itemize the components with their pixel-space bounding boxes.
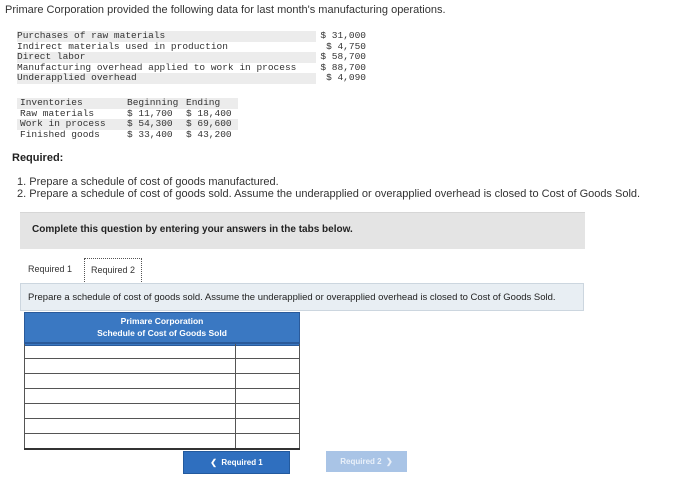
data-label: Indirect materials used in production xyxy=(17,40,228,52)
schedule-amount-input[interactable] xyxy=(236,359,300,373)
data-label: Manufacturing overhead applied to work in process xyxy=(17,61,297,73)
schedule-amount-input[interactable] xyxy=(236,344,300,358)
instruction-bar xyxy=(20,283,584,311)
schedule-row xyxy=(24,359,300,374)
inventory-label: Raw materials xyxy=(20,107,95,119)
cost-data-table xyxy=(17,31,382,84)
requirement-item: 2. Prepare a schedule of cost of goods sold. Assume the underapplied or overapplied overhead is closed to Cost of Goods Sold. xyxy=(17,188,641,200)
schedule-amount-input[interactable] xyxy=(236,374,300,388)
inventory-label: Work in process xyxy=(17,119,124,130)
schedule-row xyxy=(24,404,300,419)
inventory-ending: $ 18,400 xyxy=(186,107,232,119)
data-value: $ 88,700 xyxy=(320,61,366,73)
schedule-row xyxy=(24,419,300,434)
schedule-label-input[interactable] xyxy=(24,404,236,418)
data-row xyxy=(17,52,382,63)
inventories-header-row xyxy=(17,98,238,109)
required-heading: Required: xyxy=(12,152,64,164)
chevron-right-icon: ❯ xyxy=(381,457,393,466)
schedule-label-input[interactable] xyxy=(24,389,236,403)
inventories-header: Inventories xyxy=(17,98,124,109)
complete-question-text: Complete this question by entering your answers in the tabs below. xyxy=(32,224,353,235)
schedule-title: Schedule of Cost of Goods Sold xyxy=(97,328,227,338)
inventory-label: Finished goods xyxy=(20,128,100,140)
schedule-company: Primare Corporation xyxy=(120,316,204,326)
inventory-beginning: $ 33,400 xyxy=(127,128,173,140)
schedule-amount-input[interactable] xyxy=(236,419,300,433)
next-button-label: Required 2 xyxy=(340,457,382,466)
beginning-header: Beginning xyxy=(124,98,183,109)
inventory-ending: $ 43,200 xyxy=(186,128,232,140)
complete-question-box xyxy=(20,212,585,249)
schedule-amount-input[interactable] xyxy=(236,404,300,418)
data-value: $ 58,700 xyxy=(320,51,366,62)
requirement-item: 1. Prepare a schedule of cost of goods manufactured. xyxy=(17,176,279,188)
inventory-row xyxy=(17,119,238,130)
schedule-row xyxy=(24,434,300,450)
tab-required-1[interactable]: Required 1 xyxy=(22,258,78,280)
inventory-row xyxy=(17,130,238,141)
schedule-row xyxy=(24,374,300,389)
schedule-amount-input[interactable] xyxy=(236,434,300,448)
schedule-grid xyxy=(24,342,300,450)
tab-required-2[interactable]: Required 2 xyxy=(84,258,142,282)
ending-header: Ending xyxy=(183,98,238,109)
data-label: Purchases of raw materials xyxy=(17,31,316,42)
inventory-beginning: $ 54,300 xyxy=(124,119,183,130)
data-value: $ 4,090 xyxy=(326,72,366,83)
next-required-button[interactable] xyxy=(326,451,407,472)
inventory-ending: $ 69,600 xyxy=(183,119,238,130)
data-row xyxy=(17,73,382,84)
schedule-row xyxy=(24,342,300,359)
data-label: Underapplied overhead xyxy=(17,73,316,84)
data-row xyxy=(17,31,382,42)
prev-button-label: Required 1 xyxy=(221,458,263,467)
instruction-text: Prepare a schedule of cost of goods sold. Assume the underapplied or overapplied overhead is closed to Cost of Goods Sold. xyxy=(28,292,556,303)
schedule-label-input[interactable] xyxy=(24,359,236,373)
data-value: $ 31,000 xyxy=(320,30,366,41)
schedule-row xyxy=(24,389,300,404)
requirements-list xyxy=(17,176,640,200)
schedule-header xyxy=(24,312,300,346)
schedule-amount-input[interactable] xyxy=(236,389,300,403)
intro-text: Primare Corporation provided the following data for last month's manufacturing operations. xyxy=(5,4,446,16)
schedule-label-input[interactable] xyxy=(24,434,236,448)
schedule-label-input[interactable] xyxy=(24,374,236,388)
chevron-left-icon: ❮ xyxy=(210,458,222,467)
data-label: Direct labor xyxy=(17,52,316,63)
data-value: $ 4,750 xyxy=(326,40,366,52)
prev-required-button[interactable] xyxy=(183,451,290,474)
inventories-table xyxy=(17,98,238,140)
inventory-beginning: $ 11,700 xyxy=(127,107,173,119)
schedule-label-input[interactable] xyxy=(24,419,236,433)
schedule-label-input[interactable] xyxy=(24,344,236,358)
